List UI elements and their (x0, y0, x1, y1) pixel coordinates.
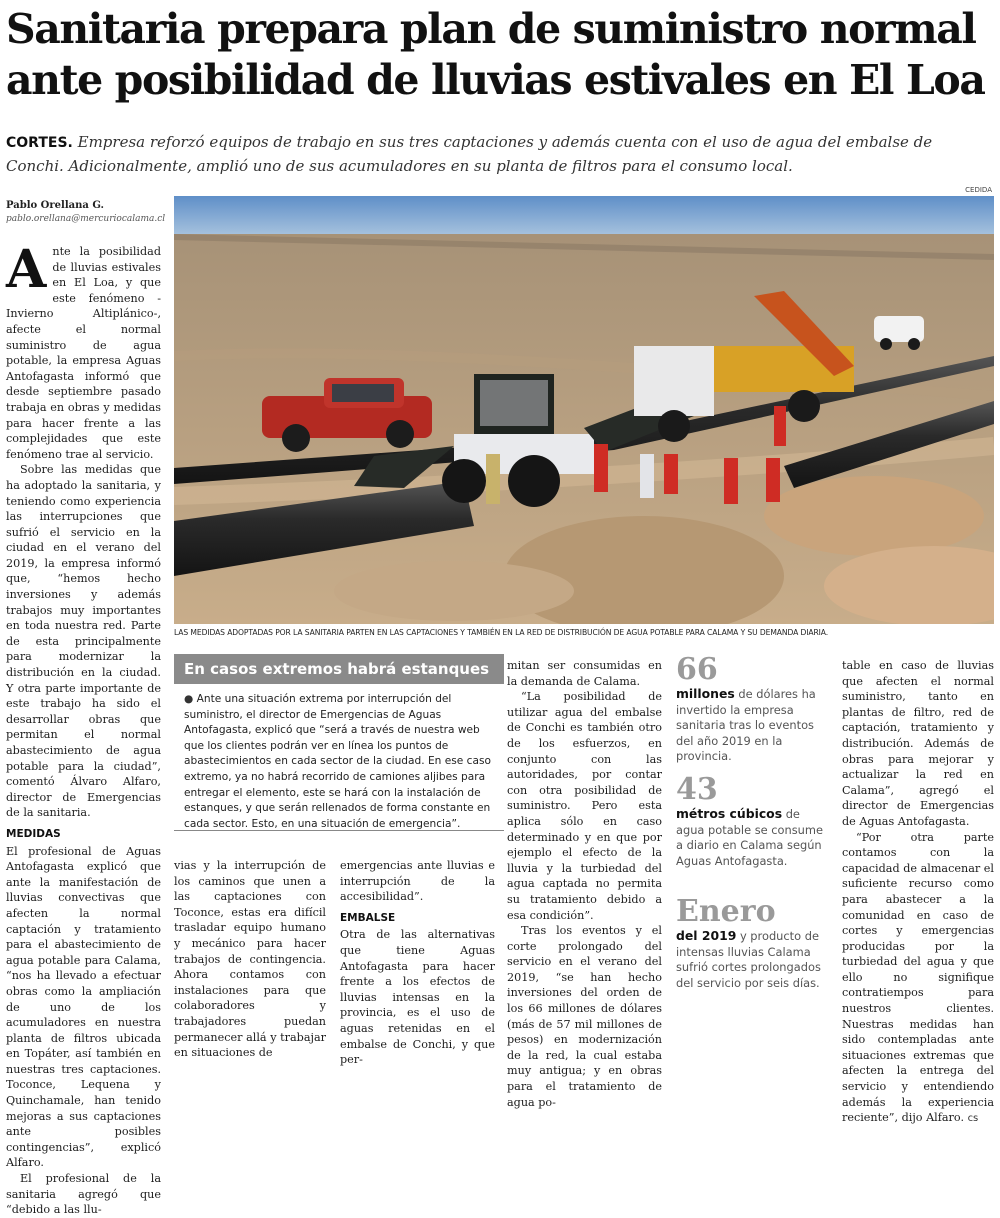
facts-column (676, 654, 826, 991)
fact-2-bold: métros cúbicos (676, 806, 783, 821)
emergency-box-text: Ante una situación extrema por interrupción del suministro, el director de Emergencias de Aguas Antofagasta, explicó que “será a través de nuestra web que los clientes podrán ver en línea los puntos de abastecimientos en cada sector de la ciudad. En ese caso extremo, ya no habrá recorrido de camiones aljibes para entregar el elemento, este se hará con la instalación de estanques, y que serán rellenados de forma constante en cada sector. Esto, en una situación de emergencia”. (184, 693, 491, 830)
column-6-text-2: “Por otra parte contamos con la capacidad de almacenar el suficiente recurso como para abastecer a la comunidad en caso de cortes y emergencias producidas por la turbiedad del agua y que ello no signifique contratiempos para nuestros clientes. Nuestras medidas han sido contempladas ante situaciones extremas que afecten la entrega del servicio y entendiendo además la experiencia reciente”, dijo Alfaro. (842, 830, 994, 1125)
column-2-paragraph-1: vias y la interrupción de los caminos que unen a las captaciones con Toconce, estas era difícil trasladar equipo humano y mecánico para hacer trabajos de contingencia. Ahora contamos con instalaciones para que colaboradores y trabajadores puedan permanecer allá y trabajar en situaciones de (174, 859, 326, 1060)
byline (6, 200, 166, 224)
column-3-paragraph-2: Otra de las alternativas que tiene Aguas Antofagasta para hacer frente a los efectos de lluvias intensas en la provincia, es el uso de aguas retenidas en el embalse de Conchi, y que per- (340, 928, 495, 1067)
column-1-paragraph-4: El profesional de la sanitaria agregó que “debido a las llu- (6, 1172, 161, 1217)
subhead-medidas: MEDIDAS (6, 827, 61, 840)
emergency-box (174, 654, 504, 834)
headline (6, 4, 996, 106)
fact-2-number: 43 (676, 772, 718, 807)
fact-2-text (676, 806, 826, 869)
fact-1 (676, 654, 826, 774)
bullet-icon: ● (184, 693, 194, 705)
end-mark: cs (967, 1113, 979, 1125)
headline-line-2: ante posibilidad de lluvias estivales en El Loa (6, 56, 985, 104)
fact-2-body: de agua potable se consume a diario en Calama según Aguas Antofagasta. (676, 807, 823, 868)
column-6-paragraph-1: table en caso de lluvias que afecten el normal suministro, tanto en plantas de filtro, red de captación, tratamiento y distribución. Además de obras para mejorar y actualizar la red en Calama”, agregó el director de Emergencias de Aguas Antofagasta. (842, 659, 994, 828)
fact-1-body: de dólares ha invertido la empresa sanitaria tras lo eventos del año 2019 en la provincia. (676, 687, 816, 764)
column-2 (174, 858, 326, 1061)
column-4 (507, 658, 662, 1110)
fact-3-number: Enero (676, 894, 776, 929)
photo-caption: LAS MEDIDAS ADOPTADAS POR LA SANITARIA PARTEN EN LAS CAPTACIONES Y TAMBIÉN EN LA RED DE DISTRIBUCIÓN DE AGUA POTABLE PARA CALAMA Y SU DEMANDA DIARIA. (174, 628, 829, 637)
column-1 (6, 239, 161, 1218)
lead-text: Empresa reforzó equipos de trabajo en sus tres captaciones y además cuenta con el uso de agua del embalse de Conchi. Adicionalmente, amplió uno de sus acumuladores en su planta de filtros para el consumo local. (6, 133, 933, 175)
lead-paragraph (6, 131, 986, 178)
column-1-paragraph-2: Sobre las medidas que ha adoptado la sanitaria, y teniendo como experiencia las interrupciones que sufrió el servicio en la ciudad en el verano del 2019, la empresa informó que, “hemos hecho inversiones y además trabajos muy importantes en toda nuestra red. Parte de esta principalmente para modernizar la distribución en la ciudad. Y otra parte importante de este trabajo ha sido el desarrollar obras que permitan el normal abastecimiento de agua potable para la ciudad”, comentó Álvaro Alfaro, director de Emergencias de la sanitaria. (6, 463, 161, 820)
author-email: pablo.orellana@mercuriocalama.cl (6, 214, 166, 224)
column-1-text-1: nte la posibilidad de lluvias estivales en El Loa, y que este fenómeno -Invierno Altiplánico-, afecte el normal suministro de agua potable, la empresa Aguas Antofagasta informó que desde septiembre pasado trabaja en obras y medidas para hacer frente a las complejidades que este fenómeno trae al servicio. (6, 245, 161, 461)
column-4-paragraph-3: Tras los eventos y el corte prolongado del servicio en el verano del 2019, “se han hecho inversiones del orden de los 66 millones de dólares (más de 57 mil millones de pesos) en modernización de la red, la cual estaba muy antigua; y en obras para el tratamiento de agua po- (507, 924, 662, 1109)
column-6 (842, 658, 994, 1127)
fact-3-text (676, 928, 826, 991)
fact-3 (676, 896, 826, 991)
fact-1-number: 66 (676, 652, 718, 687)
column-6-paragraph-2 (842, 830, 994, 1127)
fact-3-bold: del 2019 (676, 928, 737, 943)
drop-cap: A (6, 239, 47, 300)
emergency-box-title: En casos extremos habrá estanques (174, 654, 504, 684)
column-3-paragraph-1: emergencias ante lluvias e interrupción de la accesibilidad”. (340, 859, 495, 904)
subhead-embalse: EMBALSE (340, 911, 396, 924)
headline-line-1: Sanitaria prepara plan de suministro normal (6, 5, 976, 53)
fact-2 (676, 774, 826, 896)
emergency-box-body (174, 684, 504, 831)
column-3 (340, 858, 495, 1068)
column-4-paragraph-1: mitan ser consumidas en la demanda de Calama. (507, 659, 662, 688)
fact-1-text (676, 686, 826, 765)
column-1-paragraph-1 (6, 239, 161, 462)
fact-1-bold: millones (676, 686, 735, 701)
lead-kicker: CORTES. (6, 135, 73, 151)
column-4-paragraph-2: “La posibilidad de utilizar agua del embalse de Conchi es también otro de los esfuerzos, en conjunto con las autoridades, por contar con otra posibilidad de suministro. Pero esta aplica sólo en caso determinado y en que por ejemplo el efecto de la lluvia y la turbiedad del agua captada no permita su tratamiento debido a esa condición”. (507, 690, 662, 922)
photo-credit: CEDIDA (965, 186, 992, 194)
fact-3-body: y producto de intensas lluvias Calama sufrió cortes prolongados del servicio por seis días. (676, 929, 821, 990)
news-photo (174, 196, 994, 624)
column-1-paragraph-3: El profesional de Aguas Antofagasta explicó que ante la manifestación de lluvias convectivas que afecten la normal captación y tratamiento para el abastecimiento de agua potable para Calama, “nos ha llevado a efectuar obras como la ampliación de uno de los acumuladores en nuestra planta de filtros ubicada en Topáter, así también en nuestras tres captaciones. Toconce, Lequena y Quinchamale, han tenido mejoras a sus captaciones ante posibles contingencias”, explicó Alfaro. (6, 844, 161, 1170)
worksite-illustration (174, 196, 994, 624)
author-name: Pablo Orellana G. (6, 200, 104, 211)
